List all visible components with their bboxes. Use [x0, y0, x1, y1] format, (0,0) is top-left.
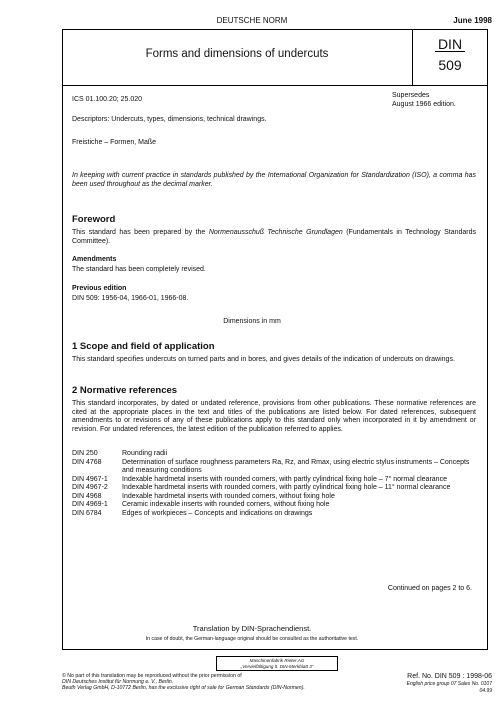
ics-code: ICS 01.100.20; 25.020 [72, 96, 143, 103]
reference-row [72, 510, 476, 519]
reference-code: DIN 250 [72, 450, 98, 457]
document-title: Forms and dimensions of undercuts [145, 48, 329, 60]
amendments-text: The standard has been completely revised. [72, 266, 206, 273]
german-title: Freistiche – Formen, Maße [72, 139, 157, 146]
stamp-company: Maschinenfabrik Rieter AG [249, 658, 305, 663]
section1-heading: 1 Scope and field of application [72, 341, 215, 352]
foreword-text [72, 229, 476, 246]
section1-text: This standard specifies undercuts on turned parts and in bores, and gives details of the indication of undercuts on drawings. [72, 356, 455, 363]
iso-note: In keeping with current practice in standards published by the International Organization for Standardization (ISO), a comma has been used throughout as the decimal marker. [72, 172, 476, 188]
reference-title: Indexable hardmetal inserts with rounded corners, with partly cylindrical fixing hole – 11° normal clearance [122, 484, 451, 491]
previous-edition-heading: Previous edition [72, 285, 127, 292]
committee-name: Normenausschuß Technische Grundlagen [208, 229, 343, 236]
reference-code: DIN 4969-1 [72, 501, 108, 508]
din-logo [412, 36, 488, 52]
reference-title: Edges of workpieces – Concepts and indications on drawings [122, 509, 313, 517]
reference-row [72, 459, 476, 476]
dimensions-note: Dimensions in mm [223, 318, 281, 325]
descriptors: Descriptors: Undercuts, types, dimensions, technical drawings. [72, 116, 267, 123]
section2-heading: 2 Normative references [72, 385, 178, 396]
reference-code: DIN 4968 [72, 492, 102, 500]
supersedes-edition: August 1966 edition. [392, 101, 456, 108]
reference-code: DIN 6784 [72, 509, 102, 517]
library-stamp [216, 656, 338, 671]
reference-list [72, 450, 476, 518]
reference-title: Indexable hardmetal inserts with rounded corners, without fixing hole [122, 492, 335, 500]
continued-note: Continued on pages 2 to 6. [387, 585, 472, 592]
reference-row [72, 484, 476, 493]
amendments-heading: Amendments [72, 256, 117, 263]
doubt-note: In case of doubt, the German-language original should be consulted as the authoritative text. [145, 636, 359, 642]
issue-date: June 1998 [453, 16, 492, 25]
section2-text: This standard incorporates, by dated or undated reference, provisions from other publications. These normative references are cited at the appropriate places in the text and titles of the publications are listed below. For dated references, subsequent amendments to or revisions of any of these publications apply to this standard only when incorporated in it by amendment or revision. For undated references, the latest edition of the publication referred to applies. [72, 400, 476, 433]
copyright-footer [62, 673, 305, 692]
reference-number: Ref. No. DIN 509 : 1998-06 [407, 673, 492, 680]
reference-row [72, 450, 476, 459]
title-divider [62, 85, 488, 86]
reference-code: DIN 4967-1 [72, 475, 108, 483]
print-code: 04.99 [479, 688, 492, 694]
reference-row [72, 476, 476, 485]
reference-title: Determination of surface roughness parameters Ra, Rz, and Rmax, using electric stylus instruments – Concepts and measuring conditions [122, 458, 470, 474]
din-logo-text: DIN [435, 37, 465, 52]
reference-footer [407, 673, 492, 696]
reference-title: Rounding radii [122, 450, 168, 457]
reference-row [72, 493, 476, 502]
copyright-line: © No part of this translation may be reproduced without the prior permission of [62, 673, 242, 679]
previous-edition-text: DIN 509: 1956-04, 1966-01, 1966-08. [72, 295, 189, 302]
foreword-text-end: (Fundamentals in Technology Standards Committee). [72, 229, 476, 245]
foreword-text-start: This standard has been prepared by the [72, 229, 209, 236]
supersedes-label: Supersedes [392, 92, 430, 99]
copyright-beuth: Beuth Verlag GmbH, D-10772 Berlin, has the exclusive right of sale for German Standards (DIN-Normen). [62, 685, 305, 692]
stamp-note: „Vervielfältigung lt. DIN-Merkblatt 3“ [240, 664, 314, 669]
reference-code: DIN 4768 [72, 458, 102, 466]
reference-code: DIN 4967-2 [72, 484, 108, 491]
reference-row [72, 501, 476, 510]
reference-title: Ceramic indexable inserts with rounded corners, without fixing hole [122, 501, 330, 508]
standard-type: DEUTSCHE NORM [216, 16, 288, 25]
price-group: English price group 07 Sales No. 0107 [406, 680, 492, 687]
reference-title: Indexable hardmetal inserts with rounded corners, with partly cylindrical fixing hole – 7° normal clearance [122, 475, 447, 483]
translation-note: Translation by DIN-Sprachendienst. [192, 624, 312, 633]
din-number: 509 [438, 57, 462, 73]
foreword-heading: Foreword [72, 214, 116, 225]
copyright-din: DIN Deutsches Institut für Normung e. V., Berlin. [62, 679, 174, 686]
